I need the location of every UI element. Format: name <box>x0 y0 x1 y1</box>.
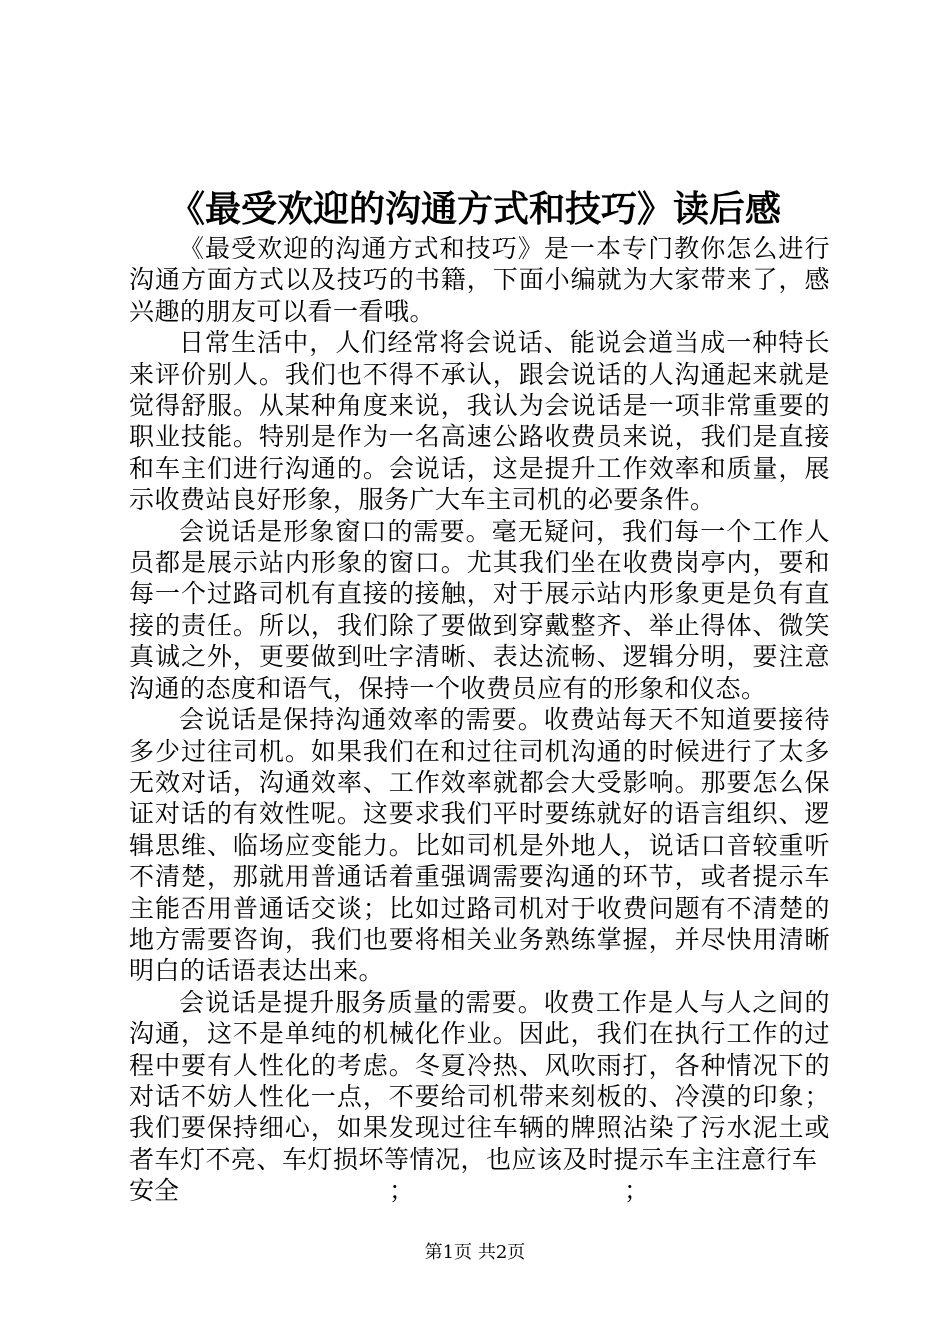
document-body <box>129 233 830 1207</box>
paragraph-image-window: 会说话是形象窗口的需要。毫无疑问，我们每一个工作人员都是展示站内形象的窗口。尤其我们坐在收费岗亭内，要和每一个过路司机有直接的接触，对于展示站内形象更是负有直接的责任。所以，我们除了要做到穿戴整齐、举止得体、微笑真诚之外，更要做到吐字清晰、表达流畅、逻辑分明，要注意沟通的态度和语气，保持一个收费员应有的形象和仪态。 <box>129 516 830 703</box>
paragraph-intro: 《最受欢迎的沟通方式和技巧》是一本专门教你怎么进行沟通方面方式以及技巧的书籍，下面小编就为大家带来了，感兴趣的朋友可以看一看哦。 <box>129 234 830 326</box>
tail-text: 安全 <box>129 1176 180 1206</box>
document-title: 《最受欢迎的沟通方式和技巧》读后感 <box>168 188 781 230</box>
tail-semicolon-1: ； <box>388 1176 414 1206</box>
paragraph-tail-line <box>129 1175 649 1206</box>
tail-semicolon-2: ； <box>623 1176 649 1206</box>
paragraph-efficiency: 会说话是保持沟通效率的需要。收费站每天不知道要接待多少过往司机。如果我们在和过往司机沟通的时候进行了太多无效对话，沟通效率、工作效率就都会大受影响。那要怎么保证对话的有效性呢。这要求我们平时要练就好的语言组织、逻辑思维、临场应变能力。比如司机是外地人，说话口音较重听不清楚，那就用普通话着重强调需要沟通的环节，或者提示车主能否用普通话交谈；比如过路司机对于收费问题有不清楚的地方需要咨询，我们也要将相关业务熟练掌握，并尽快用清晰明白的话语表达出来。 <box>129 705 830 986</box>
paragraph-daily-life: 日常生活中，人们经常将会说话、能说会道当成一种特长来评价别人。我们也不得不承认，跟会说话的人沟通起来就是觉得舒服。从某种角度来说，我认为会说话是一项非常重要的职业技能。特别是作为一名高速公路收费员来说，我们是直接和车主们进行沟通的。会说话，这是提升工作效率和质量，展示收费站良好形象，服务广大车主司机的必要条件。 <box>129 328 830 515</box>
paragraph-service-quality: 会说话是提升服务质量的需要。收费工作是人与人之间的沟通，这不是单纯的机械化作业。因此，我们在执行工作的过程中要有人性化的考虑。冬夏冷热、风吹雨打，各种情况下的对话不妨人性化一点，不要给司机带来刻板的、冷漠的印象；我们要保持细心，如果发现过往车辆的牌照沾染了污水泥土或者车灯不亮、车灯损坏等情况，也应该及时提示车主注意行车 <box>129 987 830 1174</box>
page-number-footer: 第1页 共2页 <box>424 1242 526 1263</box>
